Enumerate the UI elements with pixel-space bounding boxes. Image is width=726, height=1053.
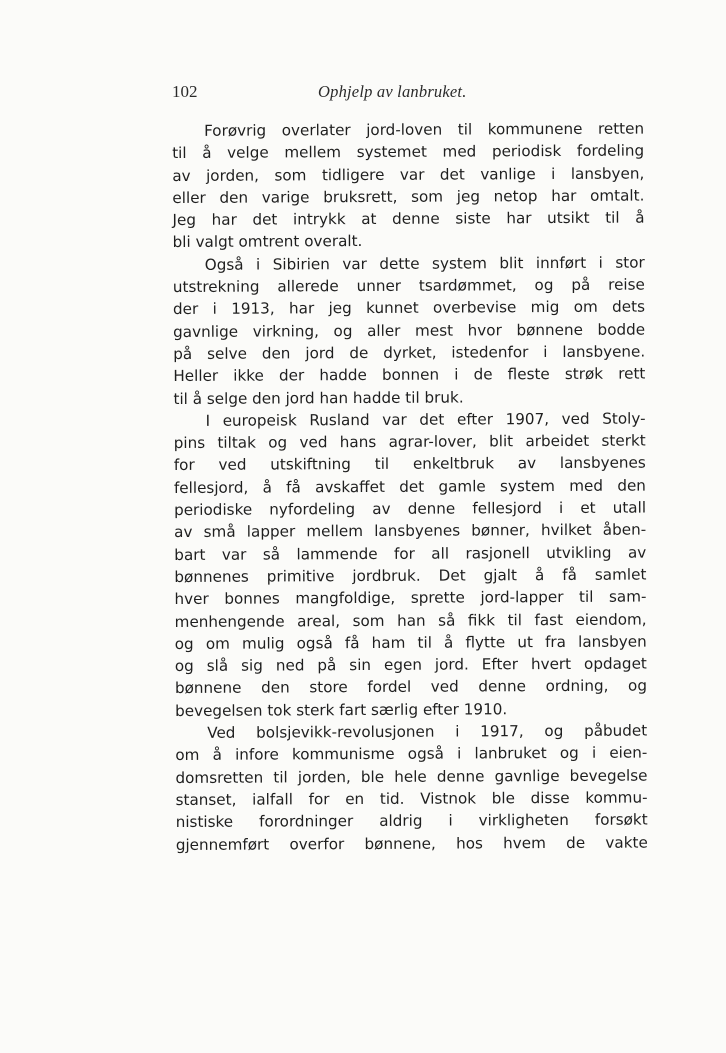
text-line: Heller ikke der hadde bonnen i de fleste strøk rett: [173, 364, 646, 386]
text-line: I europeisk Rusland var det efter 1907, ved Stoly-: [205, 409, 646, 430]
page-header: [172, 82, 502, 108]
body-text: [172, 118, 648, 856]
text-line: til å velge mellem systemet med periodisk fordeling: [172, 141, 645, 163]
text-line: stanset, ialfall for en tid. Vistnok ble disse kommu-: [175, 788, 648, 809]
text-line: domsretten til jorden, ble hele denne gavnlige bevegelse: [175, 766, 648, 787]
text-line: periodiske nyfordeling av denne fellesjord i et utall: [173, 498, 647, 520]
text-line: menhengende areal, som han så fikk til fast eiendom,: [174, 610, 647, 631]
text-line: bønnene den store fordel ved denne ordning, og: [174, 676, 648, 698]
text-line: gjennemført overfor bønnene, hos hvem de vakte: [175, 833, 648, 854]
text-line: Forøvrig overlater jord-loven til kommunene retten: [204, 119, 645, 140]
text-line: til å selge den jord han hadde til bruk.: [173, 388, 464, 408]
text-line: bønnenes primitive jordbruk. Det gjalt å få samlet: [174, 565, 647, 586]
text-line: Jeg har det intrykk at denne siste har utsikt til å: [172, 208, 645, 230]
text-line: utstrekning allerede unner tsardømmet, og på reise: [172, 275, 645, 297]
text-line: bevegelsen tok sterk fart særlig efter 1910.: [175, 699, 508, 720]
text-line: på selve den jord de dyrket, istedenfor i lansbyene.: [173, 342, 646, 363]
text-line: eller den varige bruksrett, som jeg netop har omtalt.: [172, 186, 645, 207]
text-line: der i 1913, har jeg kunnet overbevise mig om dets: [172, 297, 646, 319]
text-line: bli valgt omtrent overalt.: [172, 232, 363, 252]
text-line: pins tiltak og ved hans agrar-lover, blit arbeidet sterkt: [173, 431, 646, 453]
text-line: bart var så lammende for all rasjonell utvikling av: [174, 543, 647, 564]
text-line: nistiske forordninger aldrig i virkligheten forsøkt: [175, 810, 648, 832]
text-line: om å infore kommunisme også i lanbruket og i eien-: [175, 743, 648, 765]
text-line: for ved utskiftning til enkeltbruk av lansbyenes: [173, 453, 646, 475]
text-line: fellesjord, å få avskaffet det gamle system med den: [173, 476, 646, 497]
text-line: Også i Sibirien var dette system blit innført i stor: [204, 253, 645, 274]
text-line: hver bonnes mangfoldige, sprette jord-lapper til sam-: [174, 587, 647, 609]
page-number: 102: [172, 82, 198, 101]
text-line: og om mulig også få ham til å flytte ut fra lansbyen: [174, 632, 647, 653]
text-line: Ved bolsjevikk-revolusjonen i 1917, og påbudet: [207, 721, 648, 742]
running-title: Ophjelp av lanbruket.: [318, 82, 467, 101]
text-line: gavnlige virkning, og aller mest hvor bønnene bodde: [173, 320, 646, 341]
text-line: av jorden, som tidligere var det vanlige i lansbyen,: [172, 164, 645, 185]
text-line: av små lapper mellem lansbyenes bønner, hvilket åben-: [174, 520, 647, 542]
text-line: og slå sig ned på sin egen jord. Efter hvert opdaget: [174, 654, 647, 676]
